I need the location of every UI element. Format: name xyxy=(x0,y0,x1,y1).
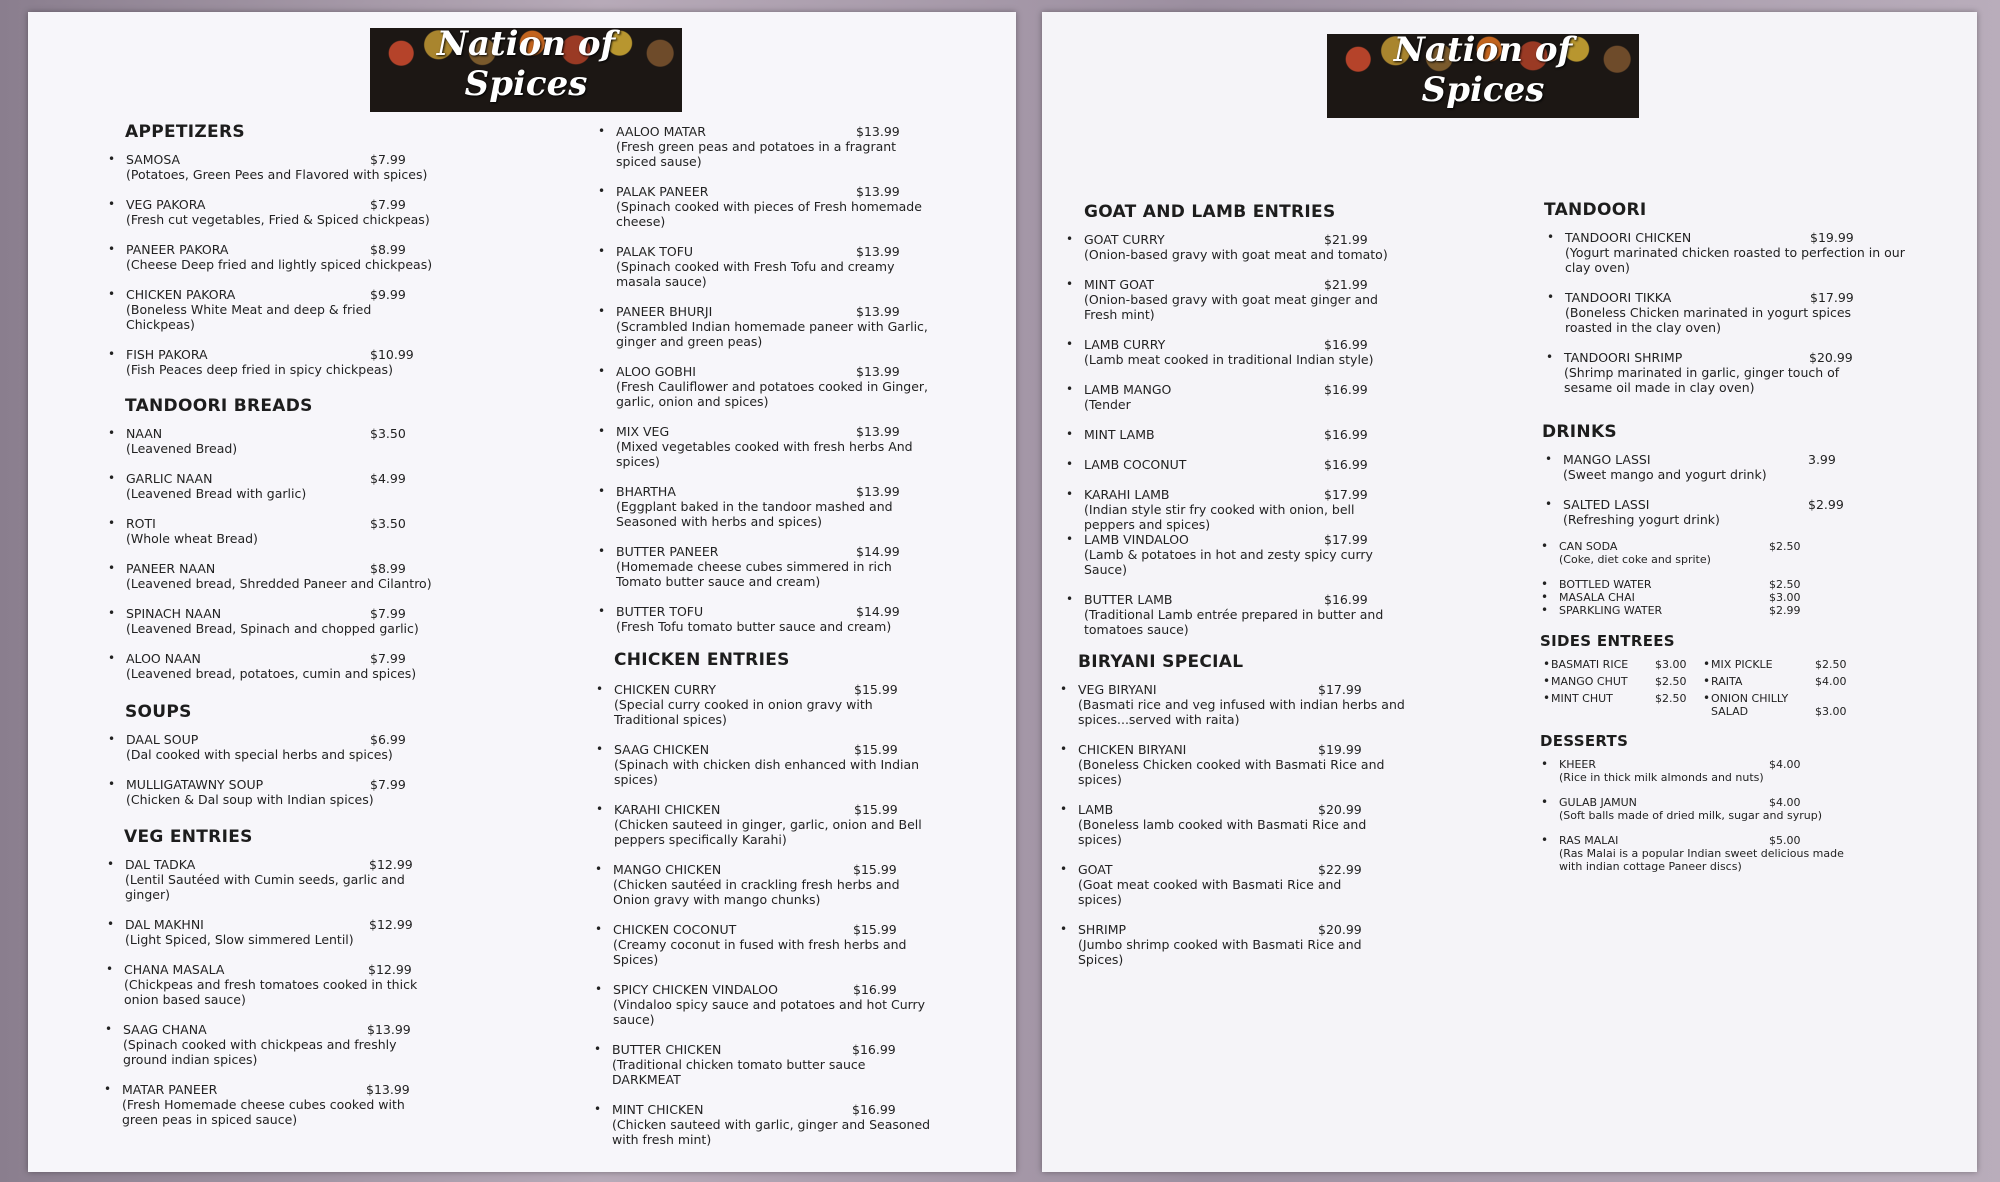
menu-item: • ALOO GOBHI $13.99 (Fresh Cauliflower and potatoes cooked in Ginger, garlic, onion and spices) xyxy=(598,364,929,409)
menu-item: • CHANA MASALA $12.99 (Chickpeas and fresh tomatoes cooked in thick onion based sauce) xyxy=(106,962,418,1007)
menu-item: • LAMB $20.99 (Boneless lamb cooked with Basmati Rice and spices) xyxy=(1060,802,1367,847)
menu-item: • PALAK TOFU $13.99 (Spinach cooked with Fresh Tofu and creamy masala sauce) xyxy=(598,244,900,289)
menu-item: • SAMOSA $7.99 (Potatoes, Green Pees and Flavored with spices) xyxy=(108,152,428,182)
brand-logo xyxy=(370,24,682,112)
menu-item: • RAS MALAI $5.00 (Ras Malai is a popular Indian sweet delicious made with indian cottage Paneer discs) xyxy=(1541,833,1844,873)
menu-item: • BHARTHA $13.99 (Eggplant baked in the tandoor mashed and Seasoned with herbs and spices) xyxy=(598,484,900,529)
side-item: • MANGO CHUT $2.50 xyxy=(1543,674,1687,688)
menu-item: • GULAB JAMUN $4.00 (Soft balls made of dried milk, sugar and syrup) xyxy=(1541,795,1823,822)
menu-item: • BUTTER PANEER $14.99 (Homemade cheese cubes simmered in rich Tomato butter sauce and cream) xyxy=(598,544,900,589)
side-item: • BASMATI RICE $3.00 xyxy=(1543,657,1687,671)
menu-item: • PANEER BHURJI $13.99 (Scrambled Indian homemade paneer with Garlic, ginger and green peas) xyxy=(598,304,928,349)
section-title-goat-lamb: GOAT AND LAMB ENTRIES xyxy=(1084,202,1336,222)
menu-item: • SHRIMP $20.99 (Jumbo shrimp cooked with Basmati Rice and Spices) xyxy=(1060,922,1362,967)
menu-item: • CHICKEN BIRYANI $19.99 (Boneless Chicken cooked with Basmati Rice and spices) xyxy=(1060,742,1385,787)
menu-item: • TANDOORI TIKKA $17.99 (Boneless Chicken marinated in yogurt spices roasted in the clay oven) xyxy=(1547,290,1854,335)
brand-name: Nation of Spices xyxy=(1393,30,1573,110)
menu-item: • MIX VEG $13.99 (Mixed vegetables cooked with fresh herbs And spices) xyxy=(598,424,913,469)
menu-item: • GARLIC NAAN $4.99 (Leavened Bread with garlic) xyxy=(108,471,406,501)
section-title-veg-entries: VEG ENTRIES xyxy=(124,827,253,847)
side-item: • MINT CHUT $2.50 xyxy=(1543,691,1687,705)
menu-item: • SPINACH NAAN $7.99 (Leavened Bread, Spinach and chopped garlic) xyxy=(108,606,419,636)
menu-item: • BUTTER TOFU $14.99 (Fresh Tofu tomato butter sauce and cream) xyxy=(598,604,900,634)
menu-item: • TANDOORI SHRIMP $20.99 (Shrimp marinated in garlic, ginger touch of sesame oil made in clay oven) xyxy=(1546,350,1853,395)
section-title-tandoori-breads: TANDOORI BREADS xyxy=(125,396,313,416)
menu-item: • AALOO MATAR $13.99 (Fresh green peas and potatoes in a fragrant spiced sause) xyxy=(598,124,900,169)
menu-item: • CHICKEN PAKORA $9.99 (Boneless White Meat and deep & fried Chickpeas) xyxy=(108,287,406,332)
menu-item: • ROTI $3.50 (Whole wheat Bread) xyxy=(108,516,406,546)
menu-item: • MANGO CHICKEN $15.99 (Chicken sautéed in crackling fresh herbs and Onion gravy with mango chunks) xyxy=(595,862,900,907)
menu-item: • KHEER $4.00 (Rice in thick milk almonds and nuts) xyxy=(1541,757,1801,784)
side-item: • ONION CHILLY xyxy=(1703,691,1789,705)
menu-item: • SALTED LASSI $2.99 (Refreshing yogurt drink) xyxy=(1545,497,1844,527)
section-title-tandoori: TANDOORI xyxy=(1544,200,1647,220)
menu-item: • DAL TADKA $12.99 (Lentil Sautéed with Cumin seeds, garlic and ginger) xyxy=(107,857,413,902)
menu-item: • MASALA CHAI $3.00 xyxy=(1541,590,1801,604)
menu-item: • GOAT $22.99 (Goat meat cooked with Basmati Rice and spices) xyxy=(1060,862,1362,907)
menu-item: • PANEER NAAN $8.99 (Leavened bread, Shredded Paneer and Cilantro) xyxy=(108,561,432,591)
side-item: • MIX PICKLE $2.50 xyxy=(1703,657,1847,671)
menu-item: • LAMB VINDALOO $17.99 (Lamb & potatoes in hot and zesty spicy curry Sauce) xyxy=(1066,532,1373,577)
menu-item: • PALAK PANEER $13.99 (Spinach cooked with pieces of Fresh homemade cheese) xyxy=(598,184,922,229)
menu-item: • DAL MAKHNI $12.99 (Light Spiced, Slow simmered Lentil) xyxy=(107,917,413,947)
menu-item: • PANEER PAKORA $8.99 (Cheese Deep fried and lightly spiced chickpeas) xyxy=(108,242,433,272)
menu-item: • VEG BIRYANI $17.99 (Basmati rice and veg infused with indian herbs and spices...served with raita) xyxy=(1060,682,1405,727)
menu-item: • MATAR PANEER $13.99 (Fresh Homemade cheese cubes cooked with green peas in spiced sauce) xyxy=(104,1082,410,1127)
menu-item: • MINT LAMB $16.99 xyxy=(1066,427,1368,442)
section-title-appetizers: APPETIZERS xyxy=(125,122,245,142)
menu-item: • DAAL SOUP $6.99 (Dal cooked with special herbs and spices) xyxy=(108,732,406,762)
menu-item: • CHICKEN COCONUT $15.99 (Creamy coconut in fused with fresh herbs and Spices) xyxy=(595,922,907,967)
menu-item: • LAMB MANGO $16.99 (Tender xyxy=(1066,382,1368,412)
menu-item: • SAAG CHANA $13.99 (Spinach cooked with chickpeas and freshly ground indian spices) xyxy=(105,1022,411,1067)
menu-item: • SAAG CHICKEN $15.99 (Spinach with chicken dish enhanced with Indian spices) xyxy=(596,742,920,787)
menu-page-right xyxy=(1042,12,1977,1172)
menu-item: • NAAN $3.50 (Leavened Bread) xyxy=(108,426,406,456)
menu-item: • MULLIGATAWNY SOUP $7.99 (Chicken & Dal soup with Indian spices) xyxy=(108,777,406,807)
menu-item: • BUTTER CHICKEN $16.99 (Traditional chicken tomato butter sauce DARKMEAT xyxy=(594,1042,896,1087)
menu-item: • SPICY CHICKEN VINDALOO $16.99 (Vindaloo spicy sauce and potatoes and hot Curry sauce) xyxy=(595,982,926,1027)
menu-item: • MINT CHICKEN $16.99 (Chicken sauteed with garlic, ginger and Seasoned with fresh mint) xyxy=(594,1102,931,1147)
menu-item: • FISH PAKORA $10.99 (Fish Peaces deep fried in spicy chickpeas) xyxy=(108,347,414,377)
section-title-soups: SOUPS xyxy=(125,702,192,722)
side-item: • RAITA $4.00 xyxy=(1703,674,1847,688)
menu-item: • BUTTER LAMB $16.99 (Traditional Lamb entrée prepared in butter and tomatoes sauce) xyxy=(1066,592,1384,637)
menu-item: • KARAHI LAMB $17.99 (Indian style stir fry cooked with onion, bell peppers and spices) xyxy=(1066,487,1368,532)
menu-item: • MINT GOAT $21.99 (Onion-based gravy with goat meat ginger and Fresh mint) xyxy=(1066,277,1378,322)
section-title-chicken-entries: CHICKEN ENTRIES xyxy=(614,650,790,670)
menu-item: • KARAHI CHICKEN $15.99 (Chicken sauteed in ginger, garlic, onion and Bell peppers specifically Karahi) xyxy=(596,802,922,847)
section-title-biryani: BIRYANI SPECIAL xyxy=(1078,652,1244,672)
menu-item: • VEG PAKORA $7.99 (Fresh cut vegetables, Fried & Spiced chickpeas) xyxy=(108,197,430,227)
menu-item: • MANGO LASSI 3.99 (Sweet mango and yogurt drink) xyxy=(1545,452,1836,482)
brand-name: Nation of Spices xyxy=(436,24,616,104)
section-title-desserts: DESSERTS xyxy=(1540,732,1629,750)
section-title-sides: SIDES ENTREES xyxy=(1540,632,1675,650)
menu-item: • BOTTLED WATER $2.50 xyxy=(1541,577,1801,591)
section-title-drinks: DRINKS xyxy=(1542,422,1617,442)
menu-page-left xyxy=(28,12,1016,1172)
menu-item: • LAMB CURRY $16.99 (Lamb meat cooked in traditional Indian style) xyxy=(1066,337,1374,367)
menu-item: • CAN SODA $2.50 (Coke, diet coke and sprite) xyxy=(1541,539,1801,566)
menu-item: • GOAT CURRY $21.99 (Onion-based gravy with goat meat and tomato) xyxy=(1066,232,1388,262)
menu-item: • LAMB COCONUT $16.99 xyxy=(1066,457,1368,472)
brand-logo xyxy=(1327,30,1639,118)
side-item: SALAD $3.00 xyxy=(1711,705,1847,718)
menu-item: • TANDOORI CHICKEN $19.99 (Yogurt marinated chicken roasted to perfection in our clay oven) xyxy=(1547,230,1905,275)
menu-item: • CHICKEN CURRY $15.99 (Special curry cooked in onion gravy with Traditional spices) xyxy=(596,682,898,727)
menu-item: • ALOO NAAN $7.99 (Leavened bread, potatoes, cumin and spices) xyxy=(108,651,417,681)
menu-item: • SPARKLING WATER $2.99 xyxy=(1541,603,1801,617)
